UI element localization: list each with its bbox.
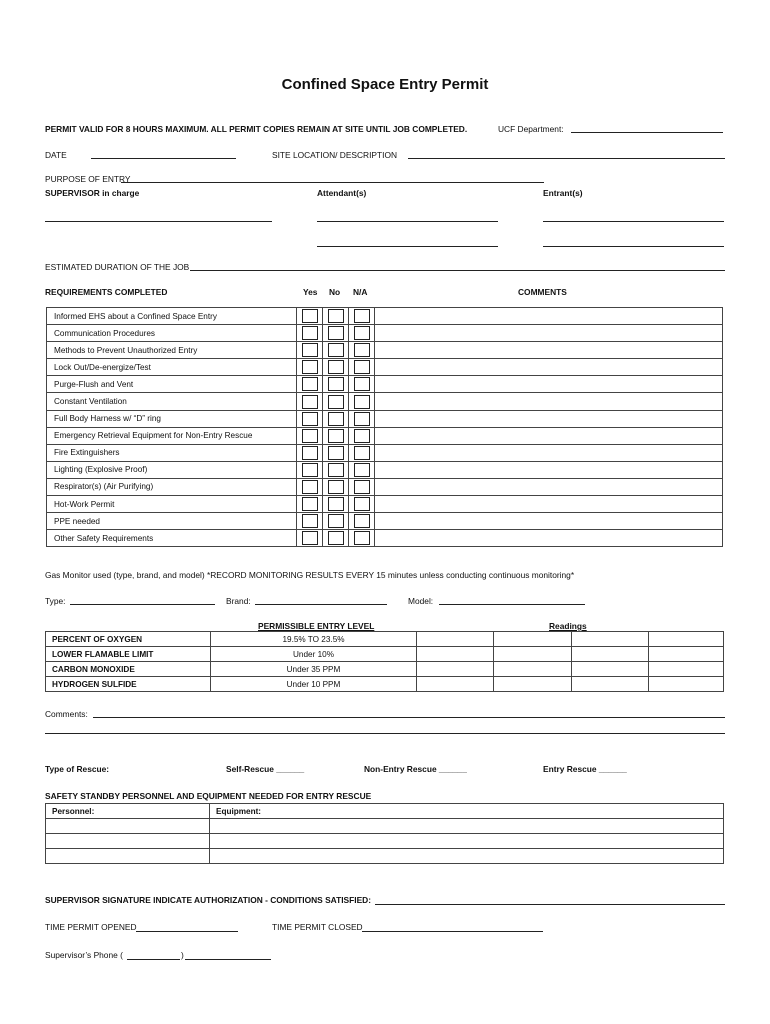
equipment-cell[interactable] (210, 834, 724, 849)
page-title: Confined Space Entry Permit (281, 76, 489, 93)
requirement-comment-cell[interactable] (375, 376, 723, 393)
table-row (46, 834, 724, 849)
attendant-field-2[interactable] (317, 246, 498, 247)
na-checkbox[interactable] (354, 377, 370, 391)
personnel-header: Personnel: (46, 804, 210, 819)
requirement-na-cell (349, 427, 375, 444)
supervisor-label: SUPERVISOR in charge (45, 188, 140, 198)
reading-cell[interactable] (649, 662, 724, 677)
purpose-field[interactable] (121, 182, 544, 183)
na-checkbox[interactable] (354, 326, 370, 340)
requirement-yes-cell (297, 478, 323, 495)
requirement-no-cell (323, 444, 349, 461)
gas-model-label: Model: (408, 596, 434, 606)
requirement-yes-cell (297, 530, 323, 547)
requirement-label: Constant Ventilation (47, 393, 297, 410)
yes-checkbox[interactable] (302, 395, 318, 409)
gas-brand-field[interactable] (255, 604, 387, 605)
purpose-label: PURPOSE OF ENTRY (45, 174, 131, 184)
no-checkbox[interactable] (328, 395, 344, 409)
requirement-label: Informed EHS about a Confined Space Entry (47, 308, 297, 325)
signature-label: SUPERVISOR SIGNATURE INDICATE AUTHORIZATION - CONDITIONS SATISFIED: (45, 895, 372, 905)
requirement-na-cell (349, 478, 375, 495)
reading-cell[interactable] (649, 647, 724, 662)
equipment-cell[interactable] (210, 819, 724, 834)
table-row (47, 325, 723, 342)
personnel-cell[interactable] (46, 834, 210, 849)
duration-label: ESTIMATED DURATION OF THE JOB (45, 262, 190, 272)
reading-cell[interactable] (572, 647, 649, 662)
standby-table (45, 803, 724, 864)
attendants-label: Attendant(s) (317, 188, 367, 198)
requirement-label: PPE needed (47, 513, 297, 530)
table-row (47, 513, 723, 530)
duration-field[interactable] (190, 270, 725, 271)
phone-close-paren: ) (181, 950, 184, 960)
gas-name: LOWER FLAMABLE LIMIT (46, 647, 211, 662)
requirement-yes-cell (297, 359, 323, 376)
na-checkbox[interactable] (354, 429, 370, 443)
yes-checkbox[interactable] (302, 531, 318, 545)
gas-levels-table (45, 631, 724, 692)
requirement-na-cell (349, 496, 375, 513)
table-row (46, 647, 724, 662)
requirement-na-cell (349, 444, 375, 461)
requirement-yes-cell (297, 461, 323, 478)
reading-cell[interactable] (572, 677, 649, 692)
table-row (46, 632, 724, 647)
date-field[interactable] (91, 158, 236, 159)
comments-field-2[interactable] (45, 733, 725, 734)
phone-area-code-field[interactable] (127, 959, 180, 960)
entrant-field-2[interactable] (543, 246, 724, 247)
na-heading: N/A (353, 287, 368, 297)
table-row (46, 677, 724, 692)
personnel-cell[interactable] (46, 819, 210, 834)
requirement-no-cell (323, 461, 349, 478)
reading-cell[interactable] (494, 632, 572, 647)
reading-cell[interactable] (649, 632, 724, 647)
table-row (47, 410, 723, 427)
validity-notice: PERMIT VALID FOR 8 HOURS MAXIMUM. ALL PERMIT COPIES REMAIN AT SITE UNTIL JOB COMPLETED. (45, 124, 468, 134)
comments-label: Comments: (45, 709, 88, 719)
equipment-cell[interactable] (210, 849, 724, 864)
phone-number-field[interactable] (185, 959, 271, 960)
requirement-comment-cell[interactable] (375, 410, 723, 427)
reading-cell[interactable] (417, 647, 494, 662)
ucf-department-field[interactable] (571, 132, 723, 133)
requirement-comment-cell[interactable] (375, 325, 723, 342)
gas-permissible-level: Under 10 PPM (211, 677, 417, 692)
requirement-yes-cell (297, 376, 323, 393)
na-checkbox[interactable] (354, 514, 370, 528)
requirement-comment-cell[interactable] (375, 478, 723, 495)
requirement-no-cell (323, 427, 349, 444)
table-row (46, 849, 724, 864)
gas-name: HYDROGEN SULFIDE (46, 677, 211, 692)
gas-name: PERCENT OF OXYGEN (46, 632, 211, 647)
no-checkbox[interactable] (328, 309, 344, 323)
requirement-label: Other Safety Requirements (47, 530, 297, 547)
requirement-comment-cell[interactable] (375, 359, 723, 376)
equipment-header: Equipment: (210, 804, 724, 819)
requirement-na-cell (349, 393, 375, 410)
no-checkbox[interactable] (328, 343, 344, 357)
no-checkbox[interactable] (328, 514, 344, 528)
no-checkbox[interactable] (328, 412, 344, 426)
na-checkbox[interactable] (354, 309, 370, 323)
reading-cell[interactable] (649, 677, 724, 692)
requirement-na-cell (349, 325, 375, 342)
requirement-no-cell (323, 342, 349, 359)
yes-checkbox[interactable] (302, 360, 318, 374)
requirement-no-cell (323, 478, 349, 495)
table-row (47, 444, 723, 461)
no-checkbox[interactable] (328, 360, 344, 374)
table-row (47, 530, 723, 547)
requirement-no-cell (323, 410, 349, 427)
no-heading: No (329, 287, 341, 297)
na-checkbox[interactable] (354, 463, 370, 477)
reading-cell[interactable] (572, 632, 649, 647)
entry-rescue-option[interactable]: Entry Rescue ______ (543, 764, 627, 774)
reading-cell[interactable] (417, 677, 494, 692)
requirement-label: Hot-Work Permit (47, 496, 297, 513)
na-checkbox[interactable] (354, 343, 370, 357)
no-checkbox[interactable] (328, 377, 344, 391)
reading-cell[interactable] (494, 662, 572, 677)
table-row (47, 496, 723, 513)
requirements-table (46, 307, 723, 547)
reading-cell[interactable] (417, 632, 494, 647)
requirement-na-cell (349, 530, 375, 547)
requirement-no-cell (323, 376, 349, 393)
requirement-no-cell (323, 308, 349, 325)
requirement-no-cell (323, 513, 349, 530)
yes-checkbox[interactable] (302, 326, 318, 340)
entrant-field-1[interactable] (543, 221, 724, 222)
readings-heading: Readings (549, 621, 587, 631)
phone-label: Supervisor’s Phone ( (45, 950, 123, 960)
na-checkbox[interactable] (354, 531, 370, 545)
comments-heading: COMMENTS (518, 287, 567, 297)
rescue-type-label: Type of Rescue: (45, 764, 110, 774)
table-row (47, 359, 723, 376)
na-checkbox[interactable] (354, 446, 370, 460)
ucf-department-label: UCF Department: (498, 124, 564, 134)
reading-cell[interactable] (417, 662, 494, 677)
table-row (47, 342, 723, 359)
requirement-na-cell (349, 308, 375, 325)
signature-field[interactable] (375, 904, 725, 905)
self-rescue-option[interactable]: Self-Rescue ______ (226, 764, 305, 774)
no-checkbox[interactable] (328, 497, 344, 511)
no-checkbox[interactable] (328, 326, 344, 340)
table-row (47, 308, 723, 325)
requirement-yes-cell (297, 427, 323, 444)
requirement-na-cell (349, 342, 375, 359)
no-checkbox[interactable] (328, 463, 344, 477)
requirement-comment-cell[interactable] (375, 427, 723, 444)
gas-permissible-level: Under 10% (211, 647, 417, 662)
comments-field-1[interactable] (93, 717, 725, 718)
requirement-na-cell (349, 410, 375, 427)
requirement-label: Communication Procedures (47, 325, 297, 342)
requirement-label: Full Body Harness w/ “D” ring (47, 410, 297, 427)
requirement-na-cell (349, 376, 375, 393)
time-closed-field[interactable] (362, 931, 543, 932)
gas-brand-label: Brand: (226, 596, 251, 606)
entrants-label: Entrant(s) (543, 188, 583, 198)
no-checkbox[interactable] (328, 480, 344, 494)
reading-cell[interactable] (494, 677, 572, 692)
gas-permissible-level: 19.5% TO 23.5% (211, 632, 417, 647)
requirement-yes-cell (297, 496, 323, 513)
non-entry-rescue-option[interactable]: Non-Entry Rescue ______ (364, 764, 467, 774)
requirement-comment-cell[interactable] (375, 461, 723, 478)
table-row (47, 461, 723, 478)
na-checkbox[interactable] (354, 395, 370, 409)
requirement-comment-cell[interactable] (375, 342, 723, 359)
requirement-label: Respirator(s) (Air Purifying) (47, 478, 297, 495)
no-checkbox[interactable] (328, 429, 344, 443)
na-checkbox[interactable] (354, 412, 370, 426)
yes-checkbox[interactable] (302, 514, 318, 528)
requirement-no-cell (323, 359, 349, 376)
requirement-yes-cell (297, 393, 323, 410)
requirement-comment-cell[interactable] (375, 530, 723, 547)
requirement-no-cell (323, 325, 349, 342)
table-row (46, 819, 724, 834)
na-checkbox[interactable] (354, 360, 370, 374)
table-row (47, 376, 723, 393)
requirement-no-cell (323, 496, 349, 513)
requirement-comment-cell[interactable] (375, 308, 723, 325)
gas-type-label: Type: (45, 596, 66, 606)
requirement-label: Emergency Retrieval Equipment for Non-Entry Rescue (47, 427, 297, 444)
gas-name: CARBON MONOXIDE (46, 662, 211, 677)
attendant-field-1[interactable] (317, 221, 498, 222)
supervisor-field[interactable] (45, 221, 272, 222)
requirement-na-cell (349, 513, 375, 530)
time-opened-field[interactable] (136, 931, 238, 932)
requirement-na-cell (349, 461, 375, 478)
requirement-comment-cell[interactable] (375, 496, 723, 513)
requirement-yes-cell (297, 513, 323, 530)
time-opened-label: TIME PERMIT OPENED (45, 922, 137, 932)
requirement-yes-cell (297, 444, 323, 461)
requirement-label: Methods to Prevent Unauthorized Entry (47, 342, 297, 359)
standby-heading: SAFETY STANDBY PERSONNEL AND EQUIPMENT NEEDED FOR ENTRY RESCUE (45, 791, 372, 801)
requirement-yes-cell (297, 410, 323, 427)
yes-checkbox[interactable] (302, 463, 318, 477)
reading-cell[interactable] (572, 662, 649, 677)
requirement-yes-cell (297, 342, 323, 359)
site-location-field[interactable] (408, 158, 725, 159)
yes-checkbox[interactable] (302, 377, 318, 391)
personnel-cell[interactable] (46, 849, 210, 864)
yes-checkbox[interactable] (302, 497, 318, 511)
gas-monitor-note: Gas Monitor used (type, brand, and model) *RECORD MONITORING RESULTS EVERY 15 minutes unless conducting continuous monitoring* (45, 570, 575, 580)
requirement-label: Lock Out/De-energize/Test (47, 359, 297, 376)
reading-cell[interactable] (494, 647, 572, 662)
na-checkbox[interactable] (354, 497, 370, 511)
table-row (47, 427, 723, 444)
requirement-comment-cell[interactable] (375, 393, 723, 410)
gas-type-field[interactable] (70, 604, 215, 605)
na-checkbox[interactable] (354, 480, 370, 494)
requirement-yes-cell (297, 308, 323, 325)
yes-checkbox[interactable] (302, 429, 318, 443)
table-row (47, 393, 723, 410)
gas-permissible-level: Under 35 PPM (211, 662, 417, 677)
no-checkbox[interactable] (328, 446, 344, 460)
yes-heading: Yes (303, 287, 318, 297)
requirement-comment-cell[interactable] (375, 513, 723, 530)
requirement-label: Lighting (Explosive Proof) (47, 461, 297, 478)
requirements-heading: REQUIREMENTS COMPLETED (45, 287, 168, 297)
permissible-level-heading: PERMISSIBLE ENTRY LEVEL (258, 621, 375, 631)
yes-checkbox[interactable] (302, 309, 318, 323)
time-closed-label: TIME PERMIT CLOSED (272, 922, 363, 932)
table-row (46, 662, 724, 677)
yes-checkbox[interactable] (302, 446, 318, 460)
requirement-label: Purge-Flush and Vent (47, 376, 297, 393)
requirement-label: Fire Extinguishers (47, 444, 297, 461)
requirement-no-cell (323, 393, 349, 410)
date-label: DATE (45, 150, 67, 160)
gas-model-field[interactable] (439, 604, 585, 605)
yes-checkbox[interactable] (302, 412, 318, 426)
requirement-yes-cell (297, 325, 323, 342)
site-location-label: SITE LOCATION/ DESCRIPTION (272, 150, 398, 160)
no-checkbox[interactable] (328, 531, 344, 545)
requirement-no-cell (323, 530, 349, 547)
requirement-comment-cell[interactable] (375, 444, 723, 461)
table-row (47, 478, 723, 495)
yes-checkbox[interactable] (302, 480, 318, 494)
requirement-na-cell (349, 359, 375, 376)
yes-checkbox[interactable] (302, 343, 318, 357)
